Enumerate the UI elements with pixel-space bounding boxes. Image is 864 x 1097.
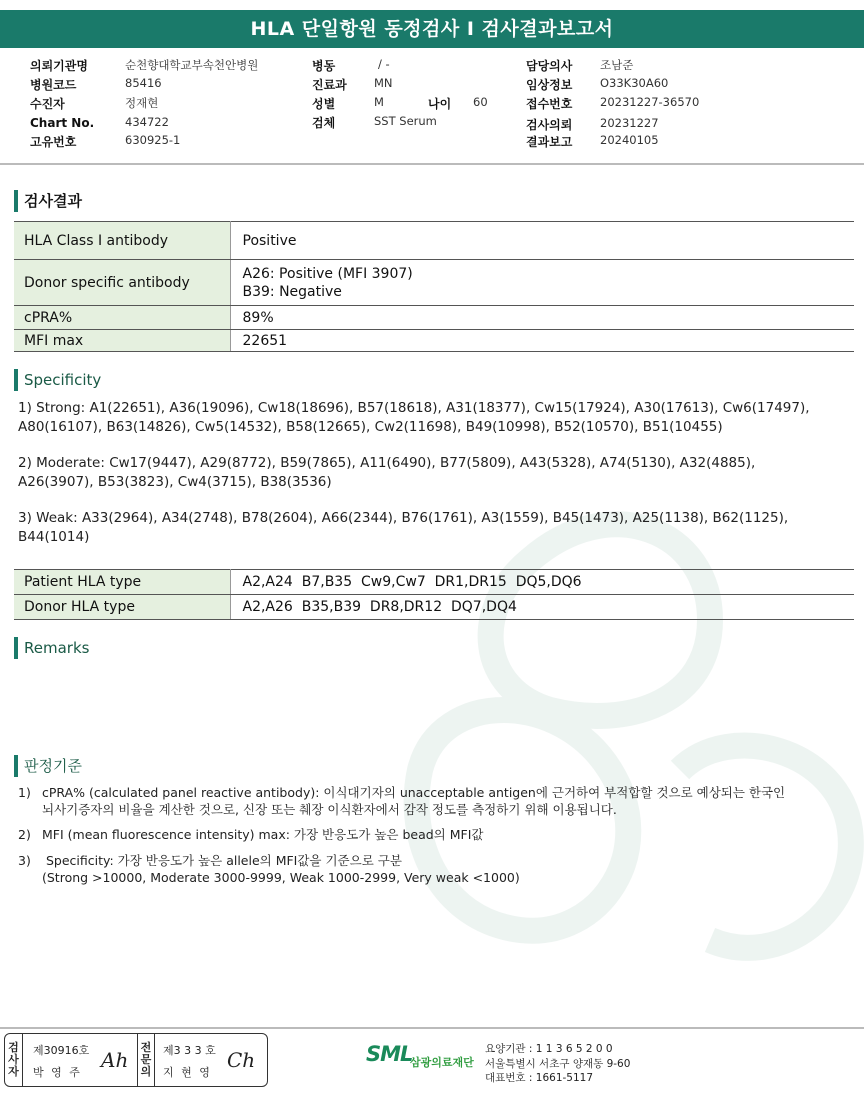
doctor-label-char: 전 [140, 1041, 152, 1054]
tester-license: 제30916호 [33, 1044, 90, 1057]
info-label-request-date: 검사의뢰 [526, 118, 573, 132]
doctor-name: 지 현 영 [163, 1066, 212, 1079]
tester-label-char: 검 [8, 1041, 19, 1054]
specificity-moderate [18, 454, 848, 492]
tester-name: 박 영 주 [33, 1066, 82, 1079]
lab-address: 서울특별시 서초구 양재동 9-60 [485, 1057, 631, 1070]
tester-signature: Ah [101, 1048, 129, 1072]
table-row [14, 330, 854, 352]
hla-key: Donor HLA type [14, 595, 230, 620]
criteria-line: 뇌사기증자의 비율을 계산한 것으로, 신장 또는 췌장 이식환자에서 감작 정도를 측정하기 위해 이용됩니다. [42, 802, 617, 817]
criteria-num: 2) [18, 827, 31, 842]
info-label-doctor: 담당의사 [526, 59, 573, 73]
info-label-clinical: 임상정보 [526, 78, 573, 92]
doctor-signature: Ch [227, 1048, 256, 1072]
info-value-chart-no: 434722 [125, 115, 169, 129]
doctor-label [137, 1034, 155, 1086]
info-value-ward: / - [378, 57, 390, 71]
criteria-num: 1) [18, 785, 31, 800]
lab-info [485, 1042, 630, 1086]
info-label-hospital-code: 병원코드 [30, 78, 77, 92]
info-value-patient: 정재현 [125, 96, 159, 110]
info-label-age: 나이 [428, 97, 452, 111]
watermark-logo [380, 470, 864, 1030]
result-key: cPRA% [14, 306, 230, 330]
info-label-department: 진료과 [312, 78, 347, 92]
criteria-num: 3) [18, 853, 31, 868]
criteria-text [42, 784, 832, 818]
org-name: 삼광의료재단 [410, 1056, 474, 1069]
signature-box [4, 1033, 268, 1087]
criteria-line: cPRA% (calculated panel reactive antibody): 이식대기자의 unacceptable antigen에 근거하여 부적합할 것으로 예상되는 한국인 [42, 785, 786, 800]
strong-line-2: A80(16107), B63(14826), Cw5(14532), B58(12665), Cw2(11698), B49(10998), B52(10570), B51(10455) [18, 419, 723, 435]
dsa-line-2: B39: Negative [242, 283, 342, 300]
info-value-institution: 순천향대학교부속천안병원 [125, 58, 259, 72]
lab-phone: 대표번호 : 1661-5117 [485, 1072, 594, 1084]
result-key: HLA Class I antibody [14, 222, 230, 260]
report-title: HLA 단일항원 동정검사 I 검사결과보고서 [0, 10, 864, 48]
info-value-department: MN [374, 76, 393, 90]
hla-key: Patient HLA type [14, 570, 230, 595]
result-value: 89% [230, 306, 854, 330]
weak-line-2: B44(1014) [18, 529, 90, 545]
info-label-institution: 의뢰기관명 [30, 59, 88, 73]
info-label-chart-no: Chart No. [30, 116, 95, 130]
info-label-patient: 수진자 [30, 97, 65, 111]
info-label-unique-no: 고유번호 [30, 135, 77, 149]
doctor-license: 제3 3 3 호 [163, 1044, 216, 1057]
hla-type-table [14, 569, 854, 620]
doctor-label-char: 의 [140, 1065, 152, 1078]
specificity-weak [18, 509, 848, 547]
tester-label [5, 1034, 23, 1086]
table-row [14, 570, 854, 595]
table-row [14, 260, 854, 306]
hla-value: A2,A24 B7,B35 Cw9,Cw7 DR1,DR15 DQ5,DQ6 [230, 570, 854, 595]
specificity-heading: Specificity [14, 369, 101, 391]
strong-line-1: 1) Strong: A1(22651), A36(19096), Cw18(18696), B57(18618), A31(18377), Cw15(17924), A30(17613), Cw6(17497), [18, 400, 810, 416]
info-value-specimen: SST Serum [374, 114, 437, 128]
moderate-line-1: 2) Moderate: Cw17(9447), A29(8772), B59(7865), A11(6490), B77(5809), A43(5328), A74(5130), A32(4885), [18, 455, 756, 471]
result-value [230, 260, 854, 306]
info-value-doctor: 조남준 [600, 58, 634, 72]
info-value-receipt-no: 20231227-36570 [600, 95, 700, 109]
info-value-request-date: 20231227 [600, 116, 659, 130]
info-label-ward: 병동 [312, 59, 336, 73]
specificity-strong [18, 399, 848, 437]
header-divider [0, 163, 864, 165]
doctor-label-char: 문 [140, 1053, 152, 1066]
info-value-clinical: O33K30A60 [600, 76, 669, 90]
result-key: Donor specific antibody [14, 260, 230, 306]
criteria-line: MFI (mean fluorescence intensity) max: 가장 반응도가 높은 bead의 MFI값 [42, 827, 484, 842]
info-value-hospital-code: 85416 [125, 76, 162, 90]
info-value-age: 60 [473, 95, 488, 109]
criteria-line: (Strong >10000, Moderate 3000-9999, Weak 1000-2999, Very weak <1000) [42, 870, 520, 885]
results-table [14, 221, 854, 352]
results-heading: 검사결과 [14, 190, 82, 212]
weak-line-1: 3) Weak: A33(2964), A34(2748), B78(2604), A66(2344), B76(1761), A3(1559), B45(1473), A25(1138), B62(1125), [18, 510, 789, 526]
sml-logo-text: SML [366, 1042, 413, 1066]
criteria-item [18, 784, 832, 818]
tester-label-char: 사 [8, 1053, 19, 1066]
dsa-line-1: A26: Positive (MFI 3907) [242, 265, 413, 282]
result-key: MFI max [14, 330, 230, 352]
info-label-report-date: 결과보고 [526, 135, 573, 149]
moderate-line-2: A26(3907), B53(3823), Cw4(3715), B38(3536) [18, 474, 332, 490]
hla-value: A2,A26 B35,B39 DR8,DR12 DQ7,DQ4 [230, 595, 854, 620]
info-value-report-date: 20240105 [600, 133, 659, 147]
result-value: Positive [230, 222, 854, 260]
tester-label-char: 자 [8, 1065, 19, 1078]
info-label-sex: 성별 [312, 97, 336, 111]
table-row [14, 306, 854, 330]
info-value-sex: M [374, 95, 384, 109]
criteria-heading: 판정기준 [14, 755, 82, 777]
criteria-item [18, 852, 832, 886]
sml-logo [366, 1040, 486, 1082]
table-row [14, 595, 854, 620]
criteria-text [42, 826, 832, 843]
criteria-item [18, 826, 832, 843]
result-value: 22651 [230, 330, 854, 352]
criteria-text [42, 852, 832, 886]
remarks-heading: Remarks [14, 637, 89, 659]
table-row [14, 222, 854, 260]
footer-divider [0, 1027, 864, 1029]
lab-code: 요양기관 : 1 1 3 6 5 2 0 0 [485, 1043, 613, 1055]
info-label-specimen: 검체 [312, 116, 336, 130]
info-label-receipt-no: 접수번호 [526, 97, 573, 111]
criteria-line: Specificity: 가장 반응도가 높은 allele의 MFI값을 기준으로 구분 [42, 853, 402, 868]
info-value-unique-no: 630925-1 [125, 133, 181, 147]
